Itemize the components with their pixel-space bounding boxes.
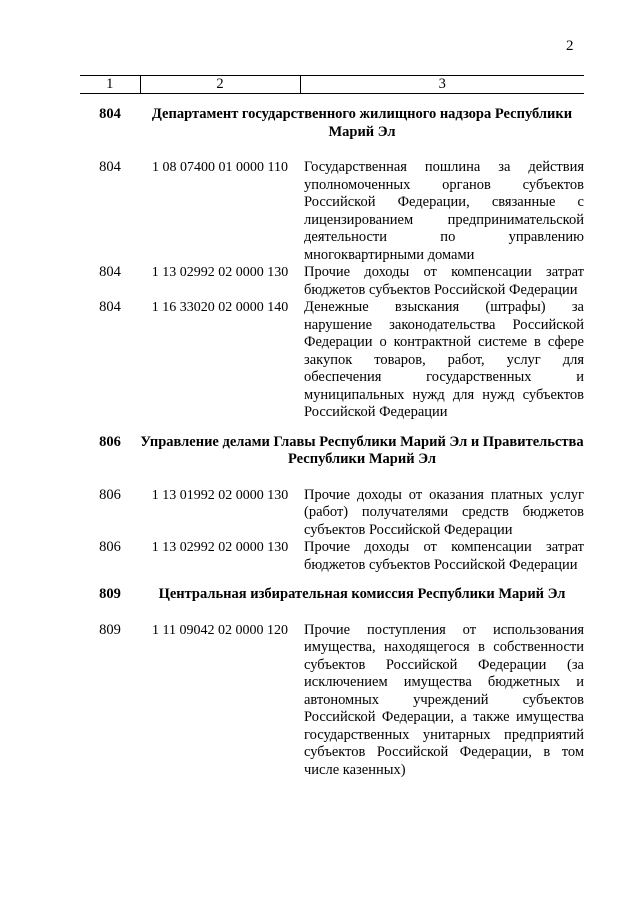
department-row [80, 574, 584, 612]
table-row [80, 264, 584, 299]
revenue-code: 1 13 02992 02 0000 130 [151, 540, 289, 555]
admin-code: 806 [99, 539, 121, 555]
revenue-code: 1 13 01992 02 0000 130 [151, 487, 289, 503]
revenue-code: 1 08 07400 01 0000 110 [152, 160, 288, 175]
admin-code: 809 [99, 621, 121, 638]
department-row [80, 94, 584, 150]
department-code: 804 [99, 106, 121, 122]
department-name: Центральная избирательная комиссия Республики Марий Эл [158, 586, 566, 602]
department-code: 806 [99, 433, 121, 450]
table-header-row [80, 76, 584, 94]
table-row [80, 612, 584, 780]
revenue-codes-table [80, 75, 584, 779]
header-col-2: 2 [140, 76, 300, 94]
revenue-description: Денежные взыскания (штрафы) за нарушение законодательства Российской Федерации о контрактной системе в сфере закупок товаров, работ, услуг для обеспечения государственных и муниципальных нужд для нужд субъектов Российской Федерации [304, 299, 584, 420]
revenue-description: Прочие доходы от компенсации затрат бюджетов субъектов Российской Федерации [304, 264, 584, 298]
page-number: 2 [566, 38, 574, 54]
admin-code: 806 [99, 486, 121, 503]
department-name: Департамент государственного жилищного надзора Республики Марий Эл [151, 106, 573, 140]
admin-code: 804 [99, 159, 121, 175]
revenue-description: Государственная пошлина за действия уполномоченных органов субъектов Российской Федерации, связанные с лицензированием предпринимательской деятельности по управлению многоквартирными домами [304, 159, 584, 263]
table-row [80, 477, 584, 540]
admin-code: 804 [99, 299, 121, 315]
revenue-code: 1 13 02992 02 0000 130 [151, 265, 289, 280]
table-row [80, 149, 584, 264]
table-row [80, 299, 584, 422]
header-col-3: 3 [300, 76, 584, 94]
revenue-description: Прочие поступления от использования имущества, находящегося в собственности субъектов Российской Федерации (за исключением имущества бюджетных и автономных учреждений субъектов Российской Федерации, а также имущества государственных унитарных предприятий субъектов Российской Федерации, в том числе казенных) [304, 621, 584, 778]
department-name: Управление делами Главы Республики Марий Эл и Правительства Республики Марий Эл [140, 433, 584, 467]
table-row [80, 539, 584, 574]
department-row [80, 422, 584, 477]
revenue-description: Прочие доходы от оказания платных услуг (работ) получателями средств бюджетов субъектов Российской Федерации [304, 486, 584, 538]
admin-code: 804 [99, 264, 121, 280]
revenue-code: 1 11 09042 02 0000 120 [152, 622, 288, 638]
revenue-description: Прочие доходы от компенсации затрат бюджетов субъектов Российской Федерации [304, 539, 584, 573]
department-code: 809 [99, 586, 121, 602]
header-col-1: 1 [80, 76, 140, 94]
revenue-code: 1 16 33020 02 0000 140 [151, 300, 289, 315]
